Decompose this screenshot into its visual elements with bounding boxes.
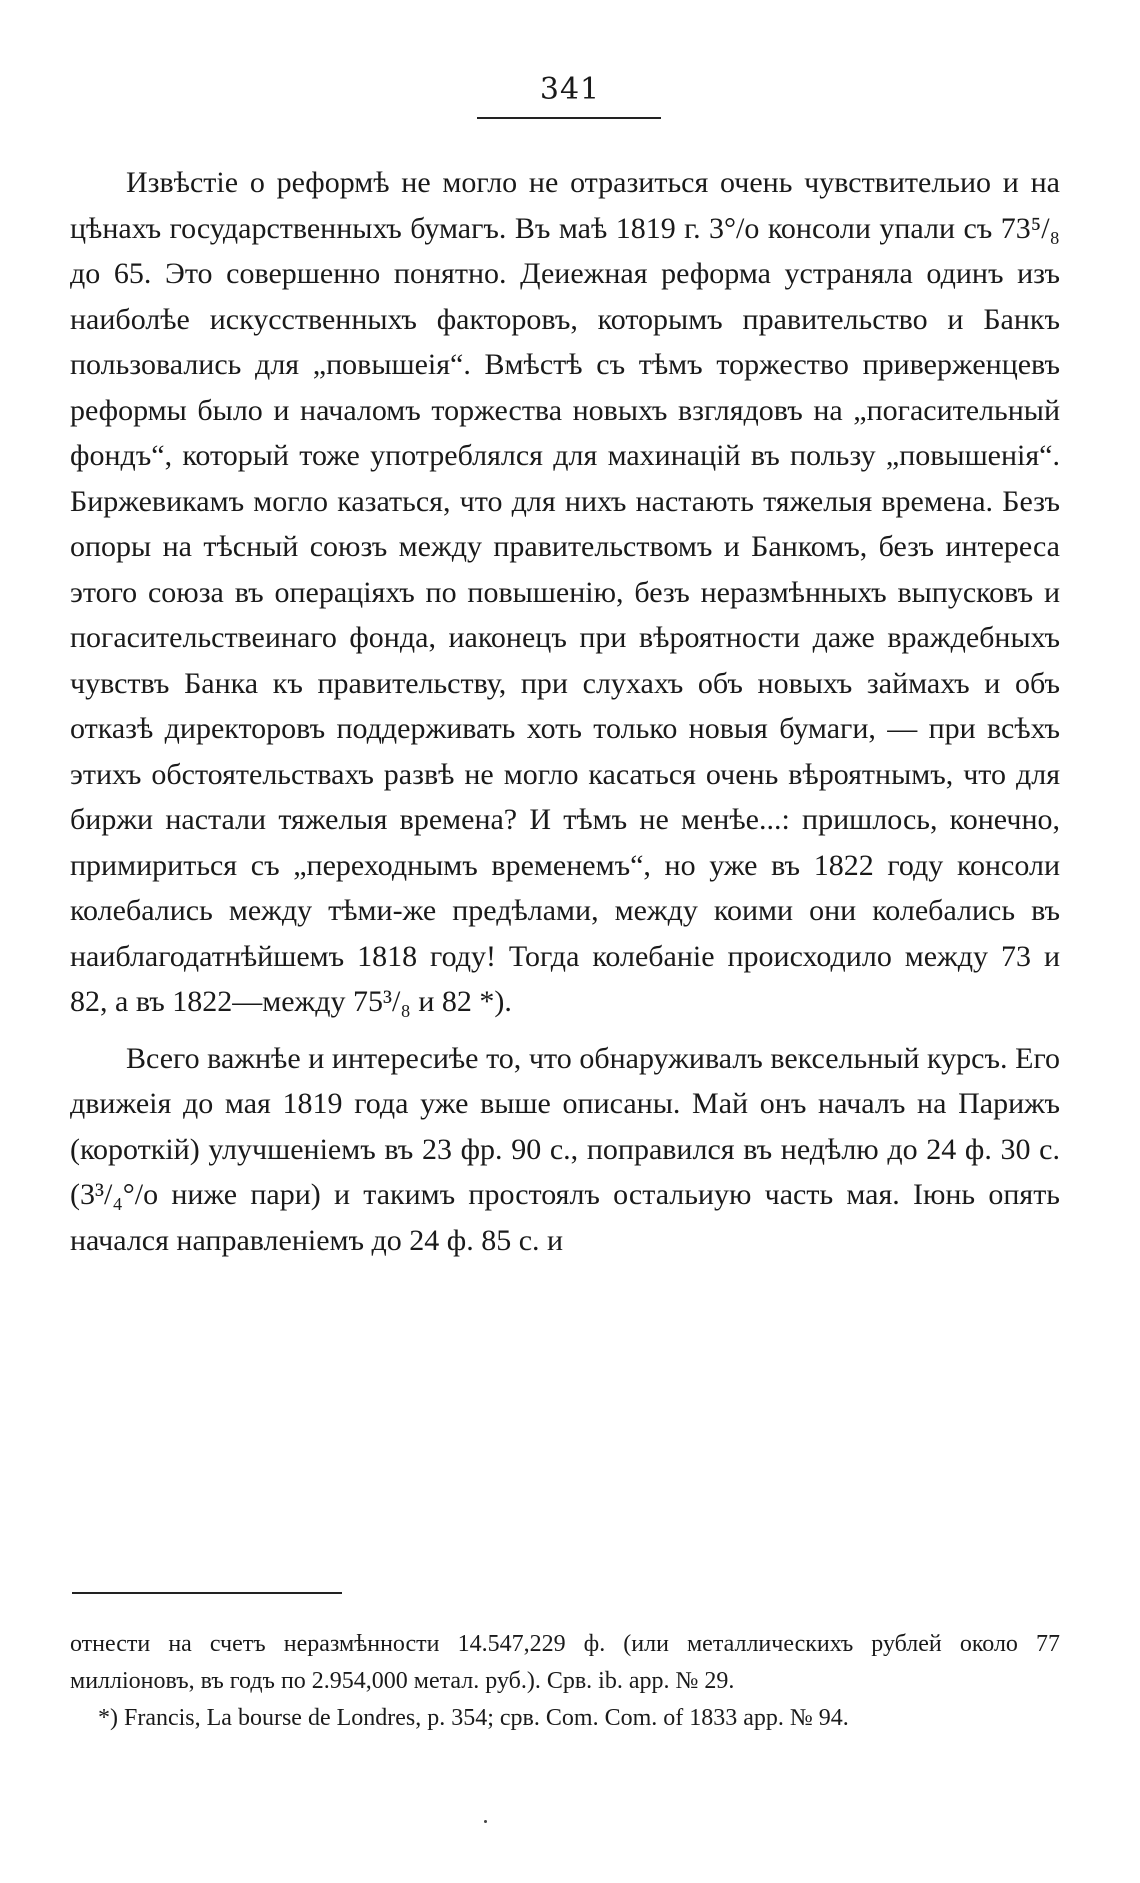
paragraph-1: Извѣстіе о реформѣ не могло не отразиться очень чувствительио и на цѣнахъ государственныхъ бумагъ. Въ маѣ 1819 г. 3°/o консоли упали съ 73⁵/₈ до 65. Это совершенно понятно. Деиежная реформа устраняла одинъ изъ наиболѣе искусственныхъ факторовъ, которымъ правительство и Банкъ пользовались для „повышеія“. Вмѣстѣ съ тѣмъ торжество приверженцевъ реформы было и началомъ торжества новыхъ взглядовъ на „погасительный фондъ“, который тоже употреблялся для махинацій въ пользу „повышенія“. Биржевикамъ могло казаться, что для нихъ настають тяжелыя времена. Безъ опоры на тѣсный союзъ между правительствомъ и Банкомъ, безъ интереса этого союза въ операціяхъ по повышенію, безъ неразмѣнныхъ выпусковъ и погасительствеинаго фонда, иаконецъ при вѣроятности даже враждебныхъ чувствъ Банка къ правительству, при слухахъ объ новыхъ займахъ и объ отказѣ директоровъ поддерживать хоть только новыя бумаги, — при всѣхъ этихъ обстоятельствахъ развѣ не могло касаться очень вѣроятнымъ, что для биржи настали тяжелыя времена? И тѣмъ не менѣе...: пришлось, конечно, примириться съ „переходнымъ временемъ“, но уже въ 1822 году консоли колебались между тѣми-же предѣлами, между коими они колебались въ наиблагодатнѣйшемъ 1818 году! Тогда колебаніе происходило между 73 и 82, а въ 1822—между 75³/₈ и 82 *).	[70, 166, 1060, 1018]
ink-speck	[484, 1820, 487, 1823]
footnote-star: *) Francis, La bourse de Londres, p. 354; срв. Com. Com. of 1833 app. № 94.	[98, 1705, 849, 1731]
footnote-continuation: отнести на счетъ неразмѣнности 14.547,229 ф. (или металлическихъ рублей около 77 милліоновъ, въ годъ по 2.954,000 метал. руб.). Срв. ib. app. № 29.	[70, 1631, 1060, 1694]
footnotes	[70, 1626, 1060, 1737]
page-number-rule	[477, 117, 661, 119]
paragraph-2: Всего важнѣе и интересиѣе то, что обнаруживалъ вексельный курсъ. Его движеія до мая 1819 года уже выше описаны. Май онъ началъ на Парижъ (короткій) улучшеніемъ въ 23 фр. 90 с., поправился въ недѣлю до 24 ф. 30 с. (3³/₄°/o ниже пари) и такимъ простоялъ остальиую часть мая. Іюнь опять начался направленіемъ до 24 ф. 85 с. и	[70, 1041, 1060, 1257]
footnote-rule	[72, 1592, 342, 1594]
main-text	[70, 160, 1060, 1263]
page-number: 341	[539, 72, 601, 107]
